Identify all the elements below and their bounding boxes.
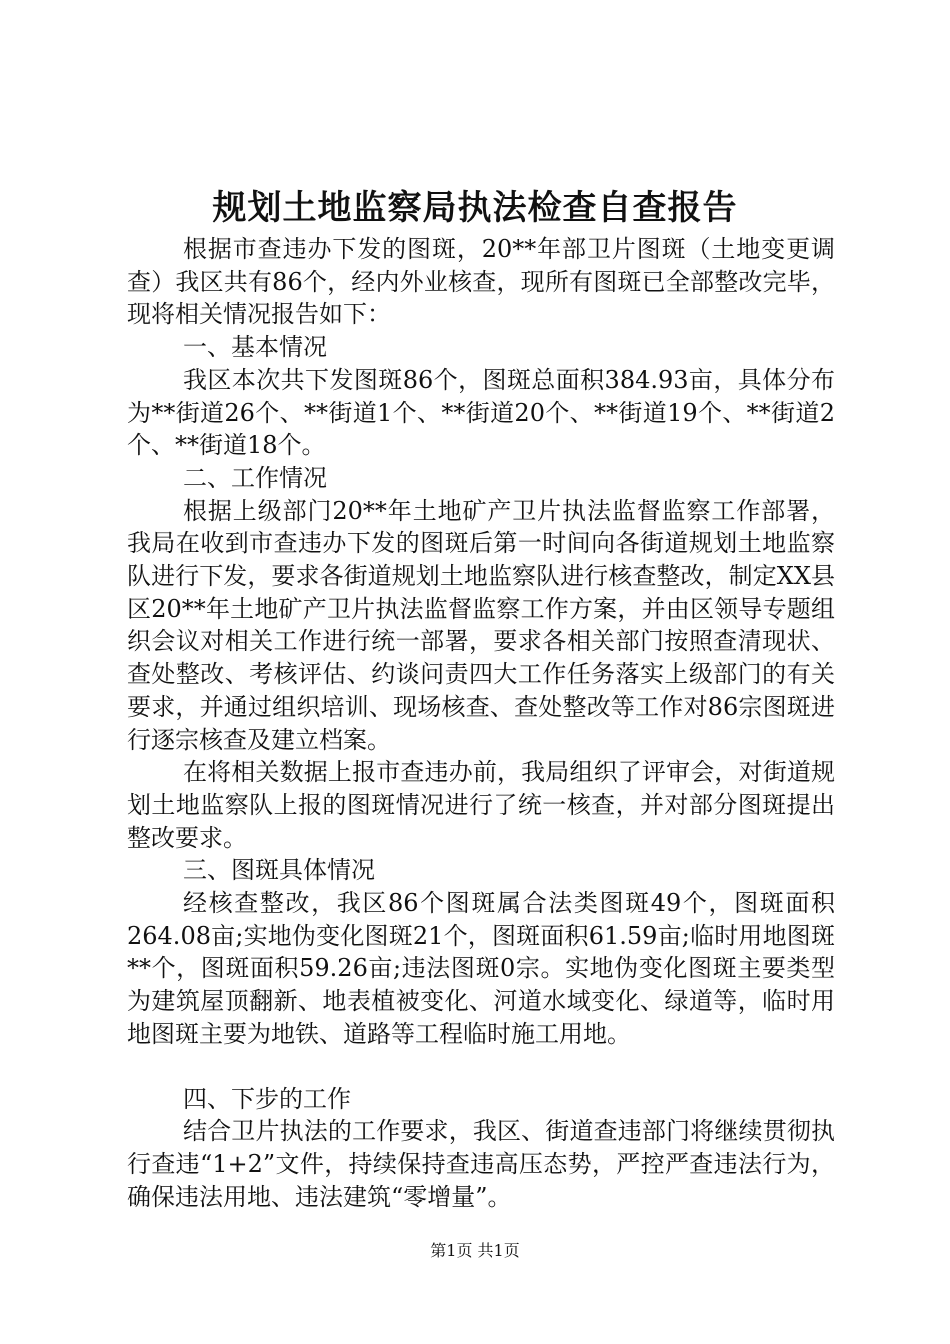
section-heading-details: 三、图斑具体情况 (183, 856, 375, 885)
page-number-footer: 第1页 共1页 (430, 1241, 520, 1260)
review-paragraph: 在将相关数据上报市查违办前，我局组织了评审会，对街道规划土地监察队上报的图斑情况进行了统一核查，并对部分图斑提出整改要求。 (127, 758, 835, 852)
details-paragraph: 经核查整改，我区86个图斑属合法类图斑49个，图斑面积264.08亩;实地伪变化图斑21个，图斑面积61.59亩;临时用地图斑**个，图斑面积59.26亩;违法图斑0宗。实地伪变化图斑主要类型为建筑屋顶翻新、地表植被变化、河道水域变化、绿道等，临时用地图斑主要为地铁、道路等工程临时施工用地。 (127, 889, 835, 1048)
document-title: 规划土地监察局执法检查自查报告 (212, 188, 738, 228)
intro-paragraph: 根据市查违办下发的图斑，20**年部卫片图斑（土地变更调查）我区共有86个，经内外业核查，现所有图斑已全部整改完毕，现将相关情况报告如下： (127, 235, 835, 329)
section-heading-basic: 一、基本情况 (183, 333, 327, 362)
basic-situation-paragraph: 我区本次共下发图斑86个，图斑总面积384.93亩，具体分布为**街道26个、**街道1个、**街道20个、**街道19个、**街道2个、**街道18个。 (127, 365, 835, 460)
paragraph-spacer (127, 1051, 835, 1083)
next-steps-paragraph: 结合卫片执法的工作要求，我区、街道查违部门将继续贯彻执行查违“1+2”文件，持续保持查违高压态势，严控严查违法行为，确保违法用地、违法建筑“零增量”。 (127, 1117, 835, 1211)
section-heading-next-steps: 四、下步的工作 (183, 1084, 351, 1113)
document-body (127, 233, 835, 1213)
section-heading-work: 二、工作情况 (183, 463, 327, 492)
work-situation-paragraph: 根据上级部门20**年土地矿产卫片执法监督监察工作部署，我局在收到市查违办下发的图斑后第一时间向各街道规划土地监察队进行下发，要求各街道规划土地监察队进行核查整改，制定XX县区20**年土地矿产卫片执法监督监察工作方案，并由区领导专题组织会议对相关工作进行统一部署，要求各相关部门按照查清现状、查处整改、考核评估、约谈问责四大工作任务落实上级部门的有关要求，并通过组织培训、现场核查、查处整改等工作对86宗图斑进行逐宗核查及建立档案。 (127, 496, 835, 754)
